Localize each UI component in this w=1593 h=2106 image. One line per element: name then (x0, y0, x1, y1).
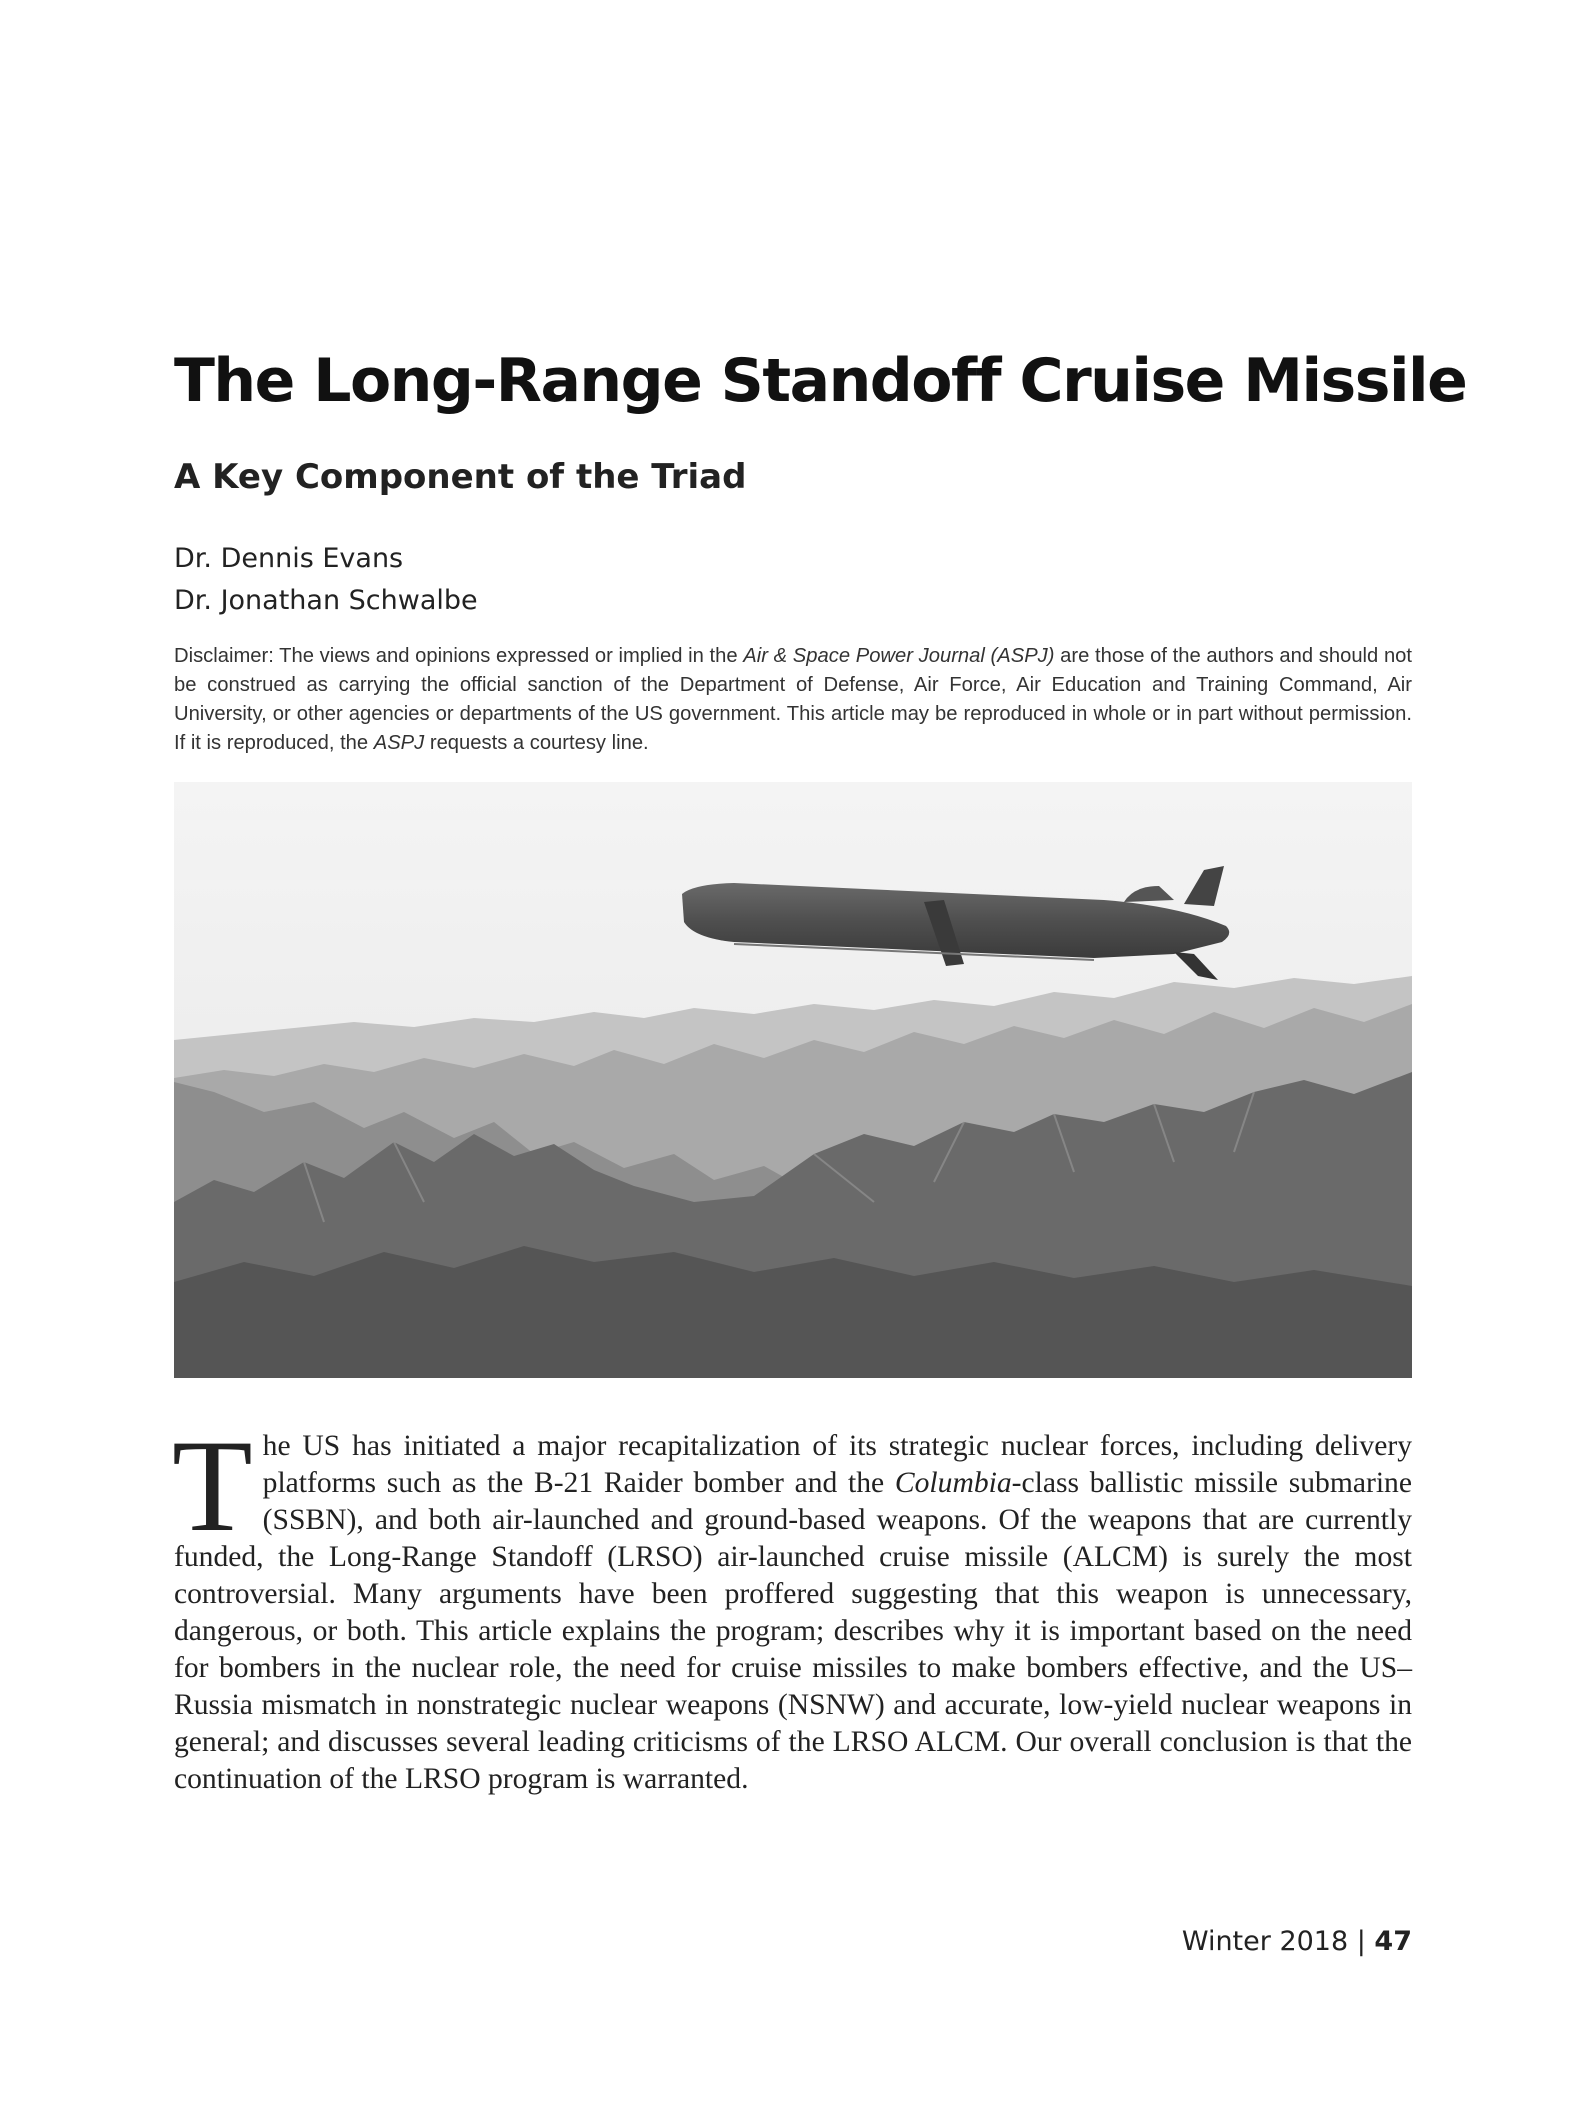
journal-abbrev: ASPJ (373, 732, 425, 754)
footer-separator: | (1348, 1926, 1375, 1957)
missile-photo (174, 782, 1412, 1378)
journal-name: Air & Space Power Journal (ASPJ) (743, 645, 1055, 667)
missile-photo-graphic (174, 782, 1412, 1378)
article-subtitle: A Key Component of the Triad (174, 457, 747, 497)
author-list (174, 538, 478, 622)
page-number: 47 (1374, 1926, 1412, 1957)
issue-label: Winter 2018 (1181, 1926, 1349, 1957)
author-name: Dr. Dennis Evans (174, 543, 404, 574)
submarine-class-name: Columbia (894, 1467, 1012, 1499)
author-name: Dr. Jonathan Schwalbe (174, 585, 478, 616)
body-text-part: -class ballistic missile submarine (SSBN), and both air-launched and ground-based weapons. Of the weapons that are currently funded, the Long-Range Standoff (LRSO) air-launched cruise missile (ALCM) is surely the most controversial. Many arguments have been proffered suggesting that this weapon is unnecessary, dangerous, or both. This article explains the program; describes why it is important based on the need for bombers in the nuclear role, the need for cruise missiles to make bombers effective, and the US–Russia mismatch in nonstrategic nuclear weapons (NSNW) and accurate, low-yield nuclear weapons in general; and discusses several leading criticisms of the LRSO ALCM. Our overall conclusion is that the continuation of the LRSO program is warranted. (174, 1467, 1412, 1795)
article-title: The Long-Range Standoff Cruise Missile (174, 346, 1467, 416)
article-body (172, 1412, 1412, 1798)
page-footer (1182, 1926, 1412, 1957)
disclaimer-part: are those of the authors and should not be construed as carrying the official sanction of the Department of Defense, Air Force, Air Education and Training Command, Air University, or other agencies or departments of the US government. This article may be reproduced in whole or in part without permission. If it is reproduced, the (174, 645, 1413, 754)
disclaimer-part: Disclaimer: The views and opinions expressed or implied in the (174, 645, 744, 667)
disclaimer-part: requests a courtesy line. (424, 732, 649, 754)
body-text-part: he US has initiated a major recapitalization of its strategic nuclear forces, including delivery platforms such as the B-21 Raider bomber and the (262, 1430, 1412, 1499)
disclaimer-text (174, 642, 1412, 758)
drop-cap: T (172, 1412, 253, 1559)
